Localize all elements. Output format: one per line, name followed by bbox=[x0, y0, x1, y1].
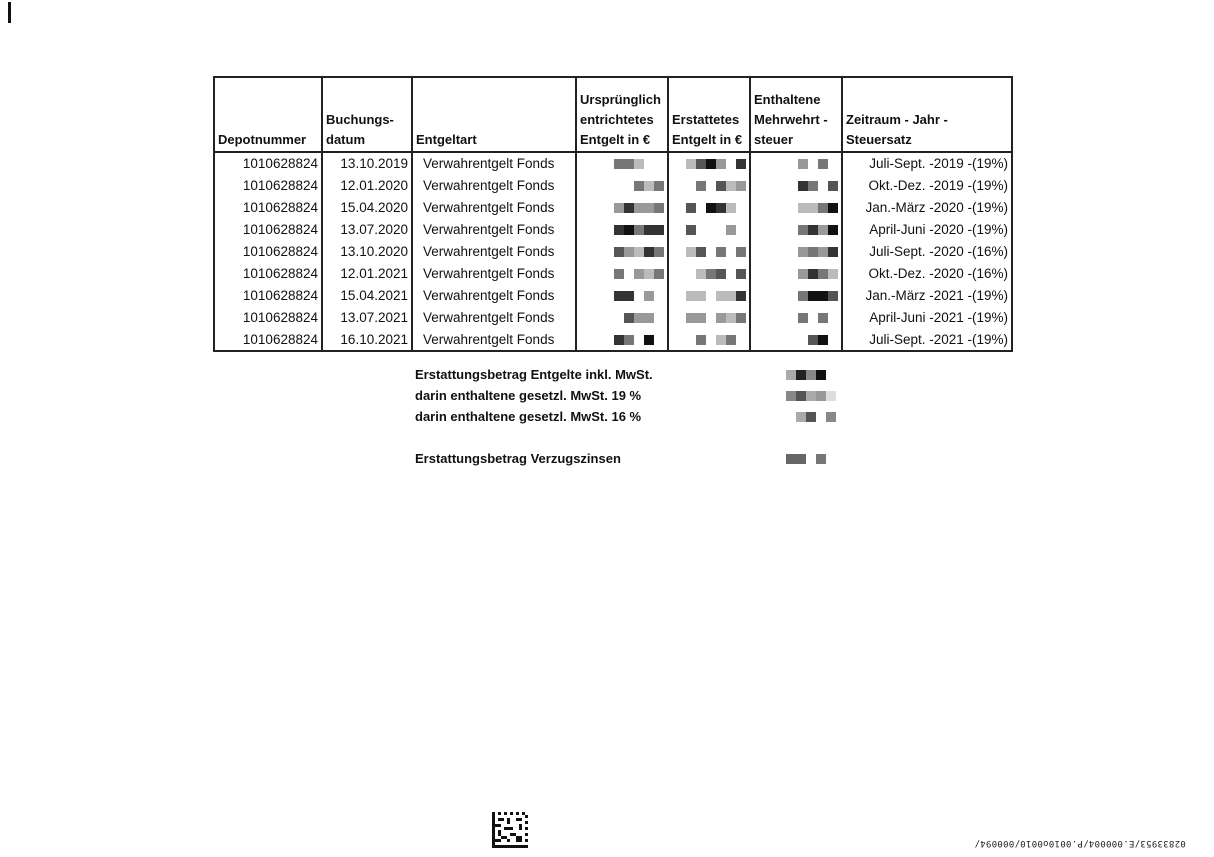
interest-label: Erstattungsbetrag Verzugszinsen bbox=[415, 451, 621, 466]
original-fee-cell bbox=[576, 152, 668, 175]
redacted-amount bbox=[614, 176, 664, 197]
table-row bbox=[214, 285, 1012, 307]
fee-type-cell: Verwahrentgelt Fonds bbox=[412, 241, 576, 263]
vat-cell bbox=[750, 285, 842, 307]
redacted-amount bbox=[614, 198, 664, 219]
depot-number-cell: 1010628824 bbox=[214, 329, 322, 352]
fee-type-cell: Verwahrentgelt Fonds bbox=[412, 285, 576, 307]
period-cell: Okt.-Dez. -2020 -(16%) bbox=[842, 263, 1012, 285]
redacted-amount bbox=[686, 308, 746, 329]
original-fee-cell bbox=[576, 219, 668, 241]
redacted-amount bbox=[798, 329, 838, 350]
redacted-amount bbox=[614, 220, 664, 241]
redacted-amount bbox=[686, 220, 746, 241]
redacted-amount bbox=[686, 286, 746, 307]
datamatrix-code-icon bbox=[492, 812, 528, 848]
original-fee-cell bbox=[576, 241, 668, 263]
redacted-amount bbox=[686, 176, 746, 197]
booking-date-cell: 12.01.2020 bbox=[322, 175, 412, 197]
redacted-amount bbox=[614, 242, 664, 263]
refunded-fee-cell bbox=[668, 285, 750, 307]
table-row bbox=[214, 152, 1012, 175]
original-fee-cell bbox=[576, 263, 668, 285]
header-refunded-fee: Erstattetes Entgelt in € bbox=[668, 77, 750, 152]
period-cell: Jan.-März -2020 -(19%) bbox=[842, 197, 1012, 219]
booking-date-cell: 13.07.2021 bbox=[322, 307, 412, 329]
redacted-amount bbox=[686, 329, 746, 350]
original-fee-cell bbox=[576, 307, 668, 329]
redacted-amount bbox=[798, 198, 838, 219]
vat19-label: darin enthaltene gesetzl. MwSt. 19 % bbox=[415, 388, 642, 403]
vat-cell bbox=[750, 241, 842, 263]
booking-date-cell: 16.10.2021 bbox=[322, 329, 412, 352]
fee-type-cell: Verwahrentgelt Fonds bbox=[412, 197, 576, 219]
redacted-amount bbox=[686, 242, 746, 263]
redacted-amount bbox=[798, 264, 838, 285]
refunded-fee-cell bbox=[668, 241, 750, 263]
redacted-amount bbox=[798, 154, 838, 175]
footer-document-code: 02833953/E.000004/P.0010o0010/000094/ bbox=[974, 838, 1186, 848]
redacted-amount bbox=[614, 329, 664, 350]
redacted-amount bbox=[798, 176, 838, 197]
table-row bbox=[214, 197, 1012, 219]
vat-cell bbox=[750, 219, 842, 241]
original-fee-cell bbox=[576, 329, 668, 352]
vat-cell bbox=[750, 263, 842, 285]
header-booking-date: Buchungs- datum bbox=[322, 77, 412, 152]
original-fee-cell bbox=[576, 197, 668, 219]
vat-cell bbox=[750, 197, 842, 219]
refunded-fee-cell bbox=[668, 263, 750, 285]
redacted-amount bbox=[686, 154, 746, 175]
header-vat: Enthaltene Mehrwehrt - steuer bbox=[750, 77, 842, 152]
redacted-value bbox=[786, 364, 836, 385]
refunded-fee-cell bbox=[668, 197, 750, 219]
table-row bbox=[214, 219, 1012, 241]
redacted-amount bbox=[798, 286, 838, 307]
vat-cell bbox=[750, 307, 842, 329]
corner-mark bbox=[8, 2, 11, 23]
original-fee-cell bbox=[576, 285, 668, 307]
booking-date-cell: 13.07.2020 bbox=[322, 219, 412, 241]
depot-number-cell: 1010628824 bbox=[214, 285, 322, 307]
fee-type-cell: Verwahrentgelt Fonds bbox=[412, 152, 576, 175]
redacted-amount bbox=[798, 220, 838, 241]
period-cell: April-Juni -2020 -(19%) bbox=[842, 219, 1012, 241]
fee-type-cell: Verwahrentgelt Fonds bbox=[412, 175, 576, 197]
redacted-value bbox=[786, 406, 836, 427]
refunded-fee-cell bbox=[668, 175, 750, 197]
period-cell: Okt.-Dez. -2019 -(19%) bbox=[842, 175, 1012, 197]
refunded-fee-cell bbox=[668, 307, 750, 329]
booking-date-cell: 13.10.2020 bbox=[322, 241, 412, 263]
redacted-value bbox=[786, 385, 836, 406]
redacted-amount bbox=[686, 198, 746, 219]
fee-type-cell: Verwahrentgelt Fonds bbox=[412, 307, 576, 329]
booking-date-cell: 15.04.2020 bbox=[322, 197, 412, 219]
original-fee-cell bbox=[576, 175, 668, 197]
booking-date-cell: 13.10.2019 bbox=[322, 152, 412, 175]
booking-date-cell: 15.04.2021 bbox=[322, 285, 412, 307]
header-period: Zeitraum - Jahr - Steuersatz bbox=[842, 77, 1012, 152]
header-original-fee: Ursprünglich entrichtetes Entgelt in € bbox=[576, 77, 668, 152]
vat-cell bbox=[750, 175, 842, 197]
period-cell: Juli-Sept. -2021 -(19%) bbox=[842, 329, 1012, 352]
header-row bbox=[214, 77, 1012, 152]
period-cell: Juli-Sept. -2020 -(16%) bbox=[842, 241, 1012, 263]
depot-number-cell: 1010628824 bbox=[214, 263, 322, 285]
vat16-label: darin enthaltene gesetzl. MwSt. 16 % bbox=[415, 409, 642, 424]
redacted-value bbox=[786, 448, 836, 469]
redacted-amount bbox=[798, 308, 838, 329]
booking-date-cell: 12.01.2021 bbox=[322, 263, 412, 285]
refunded-fee-cell bbox=[668, 329, 750, 352]
depot-number-cell: 1010628824 bbox=[214, 241, 322, 263]
vat-cell bbox=[750, 329, 842, 352]
fee-type-cell: Verwahrentgelt Fonds bbox=[412, 219, 576, 241]
redacted-amount bbox=[614, 264, 664, 285]
summary-redacted-values bbox=[786, 364, 836, 469]
redacted-amount bbox=[614, 308, 664, 329]
depot-number-cell: 1010628824 bbox=[214, 197, 322, 219]
refunded-fee-cell bbox=[668, 152, 750, 175]
table-row bbox=[214, 241, 1012, 263]
fee-table bbox=[213, 76, 1013, 352]
vat-cell bbox=[750, 152, 842, 175]
depot-number-cell: 1010628824 bbox=[214, 175, 322, 197]
refunded-fee-cell bbox=[668, 219, 750, 241]
redacted-amount bbox=[798, 242, 838, 263]
period-cell: Juli-Sept. -2019 -(19%) bbox=[842, 152, 1012, 175]
refund-total-label: Erstattungsbetrag Entgelte inkl. MwSt. bbox=[415, 367, 653, 382]
summary-block bbox=[415, 364, 653, 469]
period-cell: April-Juni -2021 -(19%) bbox=[842, 307, 1012, 329]
redacted-amount bbox=[614, 154, 664, 175]
period-cell: Jan.-März -2021 -(19%) bbox=[842, 285, 1012, 307]
fee-type-cell: Verwahrentgelt Fonds bbox=[412, 329, 576, 352]
table-row bbox=[214, 307, 1012, 329]
header-depot: Depotnummer bbox=[214, 77, 322, 152]
fee-type-cell: Verwahrentgelt Fonds bbox=[412, 263, 576, 285]
table-row bbox=[214, 175, 1012, 197]
redacted-amount bbox=[614, 286, 664, 307]
depot-number-cell: 1010628824 bbox=[214, 307, 322, 329]
depot-number-cell: 1010628824 bbox=[214, 219, 322, 241]
redacted-amount bbox=[686, 264, 746, 285]
depot-number-cell: 1010628824 bbox=[214, 152, 322, 175]
header-fee-type: Entgeltart bbox=[412, 77, 576, 152]
table-row bbox=[214, 329, 1012, 352]
table-row bbox=[214, 263, 1012, 285]
